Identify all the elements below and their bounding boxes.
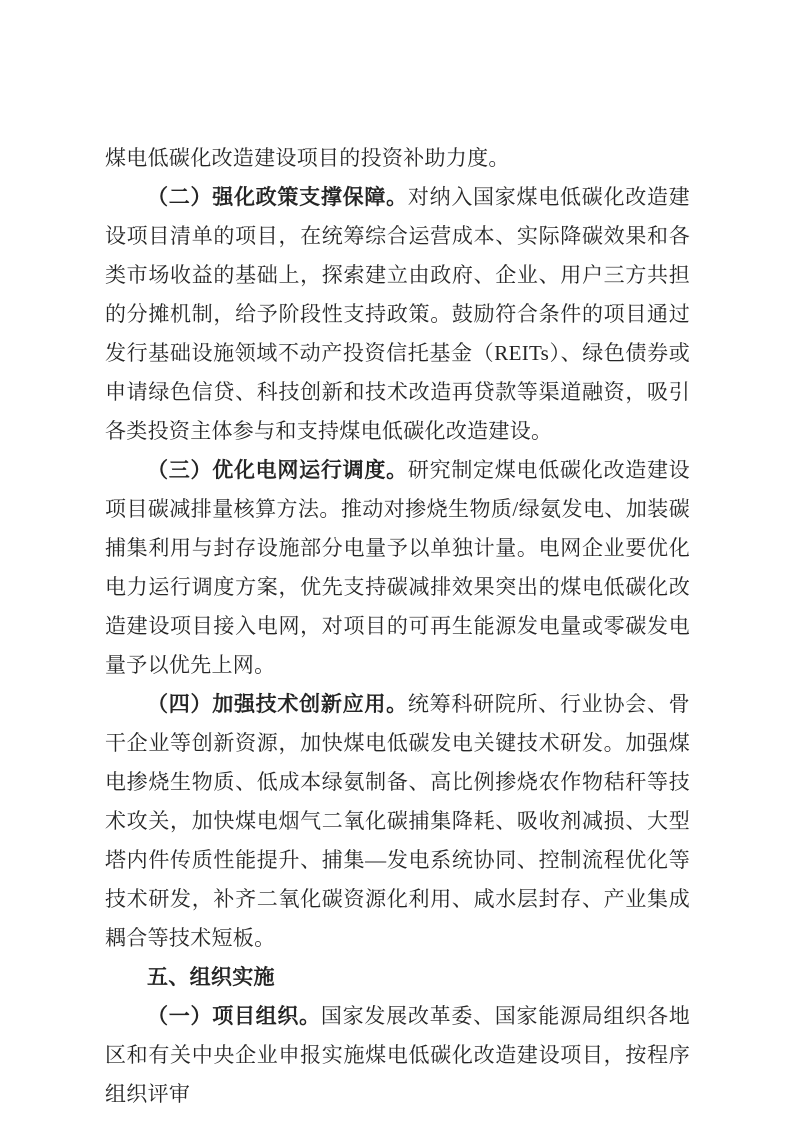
paragraph-text: 统筹科研院所、行业协会、骨干企业等创新资源，加快煤电低碳发电关键技术研发。加强煤电掺烧生物质、低成本绿氨制备、高比例掺烧农作物秸秆等技术攻关，加快煤电烟气二氧化碳捕集降耗、吸收剂减损、大型塔内件传质性能提升、捕集—发电系统协同、控制流程优化等技术研发，补齐二氧化碳资源化利用、咸水层封存、产业集成耦合等技术短板。 [105,692,690,950]
paragraph-item-2 [105,178,690,451]
paragraph-text: 对纳入国家煤电低碳化改造建设项目清单的项目，在统筹综合运营成本、实际降碳效果和各类市场收益的基础上，探索建立由政府、企业、用户三方共担的分摊机制，给予阶段性支持政策。鼓励符合条件的项目通过发行基础设施领域不动产投资信托基金（REITs）、绿色债券或申请绿色信贷、科技创新和技术改造再贷款等渠道融资，吸引各类投资主体参与和支持煤电低碳化改造建设。 [105,185,690,443]
paragraph-text: 研究制定煤电低碳化改造建设项目碳减排量核算方法。推动对掺烧生物质/绿氨发电、加装碳捕集利用与封存设施部分电量予以单独计量。电网企业要优化电力运行调度方案，优先支持碳减排效果突出的煤电低碳化改造建设项目接入电网，对项目的可再生能源发电量或零碳发电量予以优先上网。 [105,458,690,677]
paragraph-text: 国家发展改革委、国家能源局组织各地区和有关中央企业申报实施煤电低碳化改造建设项目，按程序组织评审 [105,1004,690,1106]
paragraph-item-3 [105,451,690,685]
paragraph-item-4 [105,685,690,958]
paragraph-continuation [105,139,690,178]
section-heading-text: 五、组织实施 [147,965,275,989]
paragraph-text: 煤电低碳化改造建设项目的投资补助力度。 [105,146,510,170]
paragraph-lead-bold: （四）加强技术创新应用。 [147,692,408,716]
paragraph-lead-bold: （二）强化政策支撑保障。 [147,185,408,209]
document-body-text [105,139,690,1114]
paragraph-lead-bold: （一）项目组织。 [147,1004,321,1028]
paragraph-item-1-org [105,997,690,1114]
paragraph-lead-bold: （三）优化电网运行调度。 [147,458,408,482]
section-heading-5 [105,958,690,997]
